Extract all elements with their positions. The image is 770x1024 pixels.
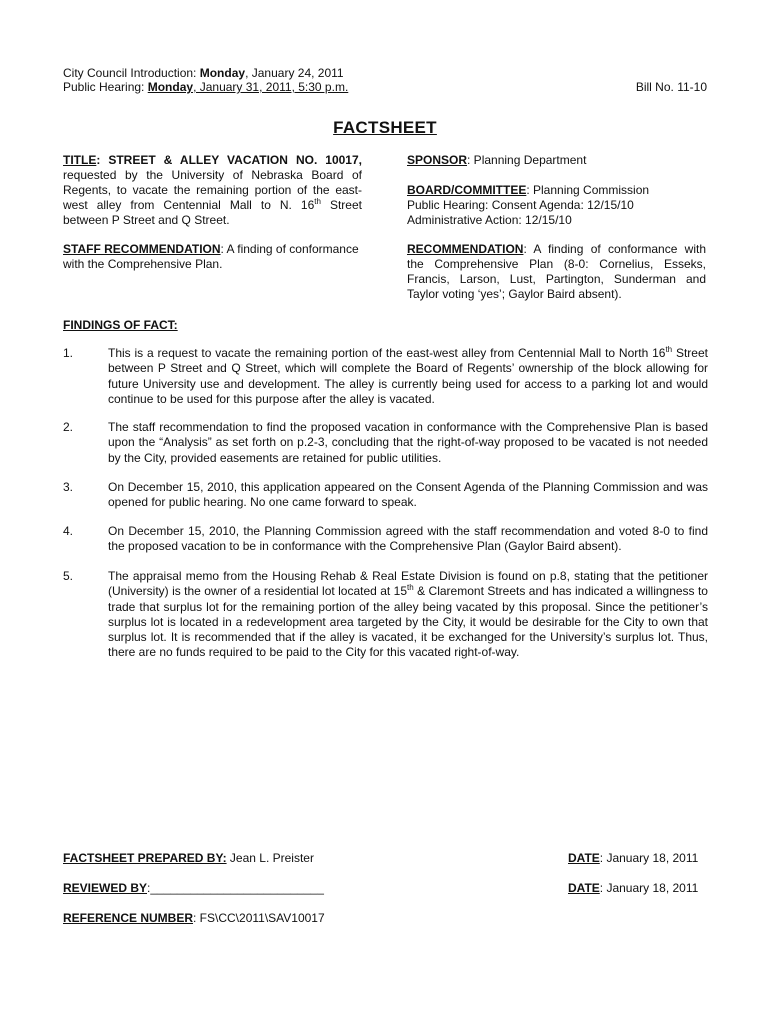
board-committee [407,183,649,228]
bill-number: Bill No. 11-10 [635,80,707,94]
recommendation [407,242,706,302]
hearing-date: , January 31, 2011, 5:30 p.m. [193,80,349,94]
recommendation-label: RECOMMENDATION [407,242,524,256]
date-label: DATE [568,851,600,865]
reviewed-date-value: : January 18, 2011 [599,881,699,895]
staff-recommendation-text: : A finding of conformance with the Comprehensive Plan. [63,242,359,271]
title-label: TITLE [63,153,97,167]
title-bold-text: : STREET & ALLEY VACATION NO. 10017, [96,153,362,167]
finding-number: 2. [63,420,74,434]
board-administrative-action: Administrative Action: 12/15/10 [407,213,572,227]
finding-5-sup: th [407,583,414,593]
recommendation-text: : A finding of conformance with the Comprehensive Plan (8-0: Cornelius, Esseks, Francis, Larson, Lust, Partington, Sunderman and Taylor voting ‘yes’; Gaylor Baird absent). [407,242,706,301]
reference-number-label: REFERENCE NUMBER [63,911,194,925]
finding-3: On December 15, 2010, this application appeared on the Consent Agenda of the Planning Commission and was opened for public hearing. No one came forward to speak. [108,480,708,510]
prepared-by-value: Jean L. Preister [226,851,314,865]
finding-2: The staff recommendation to find the proposed vacation in conformance with the Comprehensive Plan is based upon the “Analysis” as set forth on p.2-3, concluding that the right-of-way proposed to be vacated is not needed by the City, provided easements are retained for public utilities. [108,420,708,465]
reference-number [63,911,325,926]
prepared-date [568,851,698,866]
prepared-date-value: : January 18, 2011 [599,851,699,865]
title-text-b: Street between P Street and Q Street. [63,198,362,227]
public-hearing-line [63,80,348,95]
finding-5 [108,569,708,661]
finding-1-sup: th [665,345,673,354]
findings-heading: FINDINGS OF FACT: [63,318,178,332]
intro-day: Monday [199,66,246,80]
reviewed-by-blank: :__________________________ [147,881,324,895]
hearing-label: Public Hearing: [63,80,148,94]
finding-5-text-b: & Claremont Streets and has indicated a willingness to trade that surplus lot for the remaining portion of the alley being vacated by this proposal. Since the petitioner’s surplus lot is located in a redevelopment area targeted by the City, it would be desirable for the City to own that surplus lot. It is recommended that if the alley is vacated, it be exchanged for the University’s surplus lot. Thus, there are no funds required to be paid to the City for this vacated right-of-way. [108,584,708,660]
board-label: BOARD/COMMITTEE [407,183,527,197]
reviewed-by [63,881,324,896]
sponsor [407,153,586,168]
hearing-day: Monday [147,80,194,94]
board-public-hearing: Public Hearing: Consent Agenda: 12/15/10 [407,198,634,212]
sponsor-label: SPONSOR [407,153,468,167]
finding-5-text-a: The appraisal memo from the Housing Rehab & Real Estate Division is found on p.8, stating that the petitioner (University) is the owner of a residential lot located at 15 [108,569,708,599]
council-introduction-line [63,66,344,81]
staff-recommendation-label: STAFF RECOMMENDATION [63,242,221,256]
date-label: DATE [568,881,600,895]
prepared-by-label: FACTSHEET PREPARED BY: [63,851,227,865]
title-text-a: requested by the University of Nebraska Board of Regents, to vacate the remaining portion of the east-west alley from Centennial Mall to N. 16 [63,168,362,212]
reviewed-by-label: REVIEWED BY [63,881,148,895]
board-text: : Planning Commission [526,183,650,197]
staff-recommendation [63,242,365,272]
finding-number: 5. [63,569,74,583]
title-sup: th [314,197,321,206]
intro-label: City Council Introduction: [63,66,200,80]
finding-number: 1. [63,346,74,360]
finding-1-text-a: This is a request to vacate the remaining portion of the east-west alley from Centennial Mall to North 16 [108,346,666,360]
sponsor-text: : Planning Department [467,153,587,167]
title-block [63,153,362,228]
intro-date: , January 24, 2011 [245,66,344,80]
finding-1-text-b: Street between P Street and Q Street, which will complete the Board of Regents’ ownership of the block allowing for future University use and development. The alley is currently being used for access to a parking lot and would continue to be used for this purpose after the alley is vacated. [108,346,708,406]
finding-number: 4. [63,524,74,538]
reference-number-value: : FS\CC\2011\SAV10017 [193,911,325,925]
reviewed-date [568,881,698,896]
finding-4: On December 15, 2010, the Planning Commission agreed with the staff recommendation and voted 8-0 to find the proposed vacation to be in conformance with the Comprehensive Plan (Gaylor Baird absent). [108,524,708,554]
finding-number: 3. [63,480,74,494]
page-title: FACTSHEET [333,118,437,137]
finding-1 [108,346,708,407]
prepared-by [63,851,314,866]
